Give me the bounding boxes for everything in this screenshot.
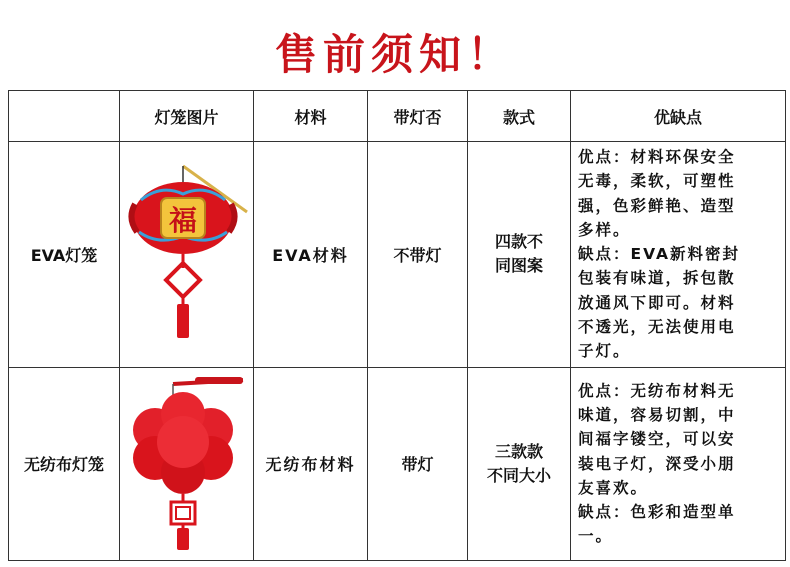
- table-row: [9, 142, 786, 368]
- header-light: 带灯否: [368, 91, 468, 142]
- pros-text: 优点：材料环保安全 无毒，柔软，可塑性 强，色彩鲜艳、造型 多样。: [578, 148, 736, 239]
- fu-character: 福: [168, 204, 197, 238]
- eva-lantern-image: [120, 142, 254, 368]
- row-pros-cons: [571, 142, 786, 368]
- header-image: 灯笼图片: [120, 91, 254, 142]
- row-style: 三款款 不同大小: [468, 367, 571, 560]
- row-name: 无纺布灯笼: [9, 367, 120, 560]
- header-style: 款式: [468, 91, 571, 142]
- row-pros-cons: [571, 367, 786, 560]
- row-name: EVA灯笼: [9, 142, 120, 368]
- cons-text: 缺点：色彩和造型单 一。: [578, 503, 736, 546]
- row-light: 带灯: [368, 367, 468, 560]
- header-material: 材料: [254, 91, 368, 142]
- table-row: [9, 367, 786, 560]
- row-material: EVA材料: [254, 142, 368, 368]
- product-comparison-table: [8, 90, 786, 561]
- pros-text: 优点：无纺布材料无 味道，容易切割，中 间福字镂空，可以安 装电子灯，深受小朋 友喜欢。: [578, 381, 736, 497]
- table-header-row: [9, 91, 786, 142]
- row-style: 四款不 同图案: [468, 142, 571, 368]
- nonwoven-lantern-image: [120, 367, 254, 560]
- row-material: 无纺布材料: [254, 367, 368, 560]
- row-light: 不带灯: [368, 142, 468, 368]
- page-title: 售前须知！: [274, 30, 515, 79]
- header-blank: [9, 91, 120, 142]
- header-pros-cons: 优缺点: [571, 91, 786, 142]
- cons-text: 缺点：EVA新料密封 包装有味道，拆包散 放通风下即可。材料 不透光，无法使用电 子灯。: [578, 245, 741, 361]
